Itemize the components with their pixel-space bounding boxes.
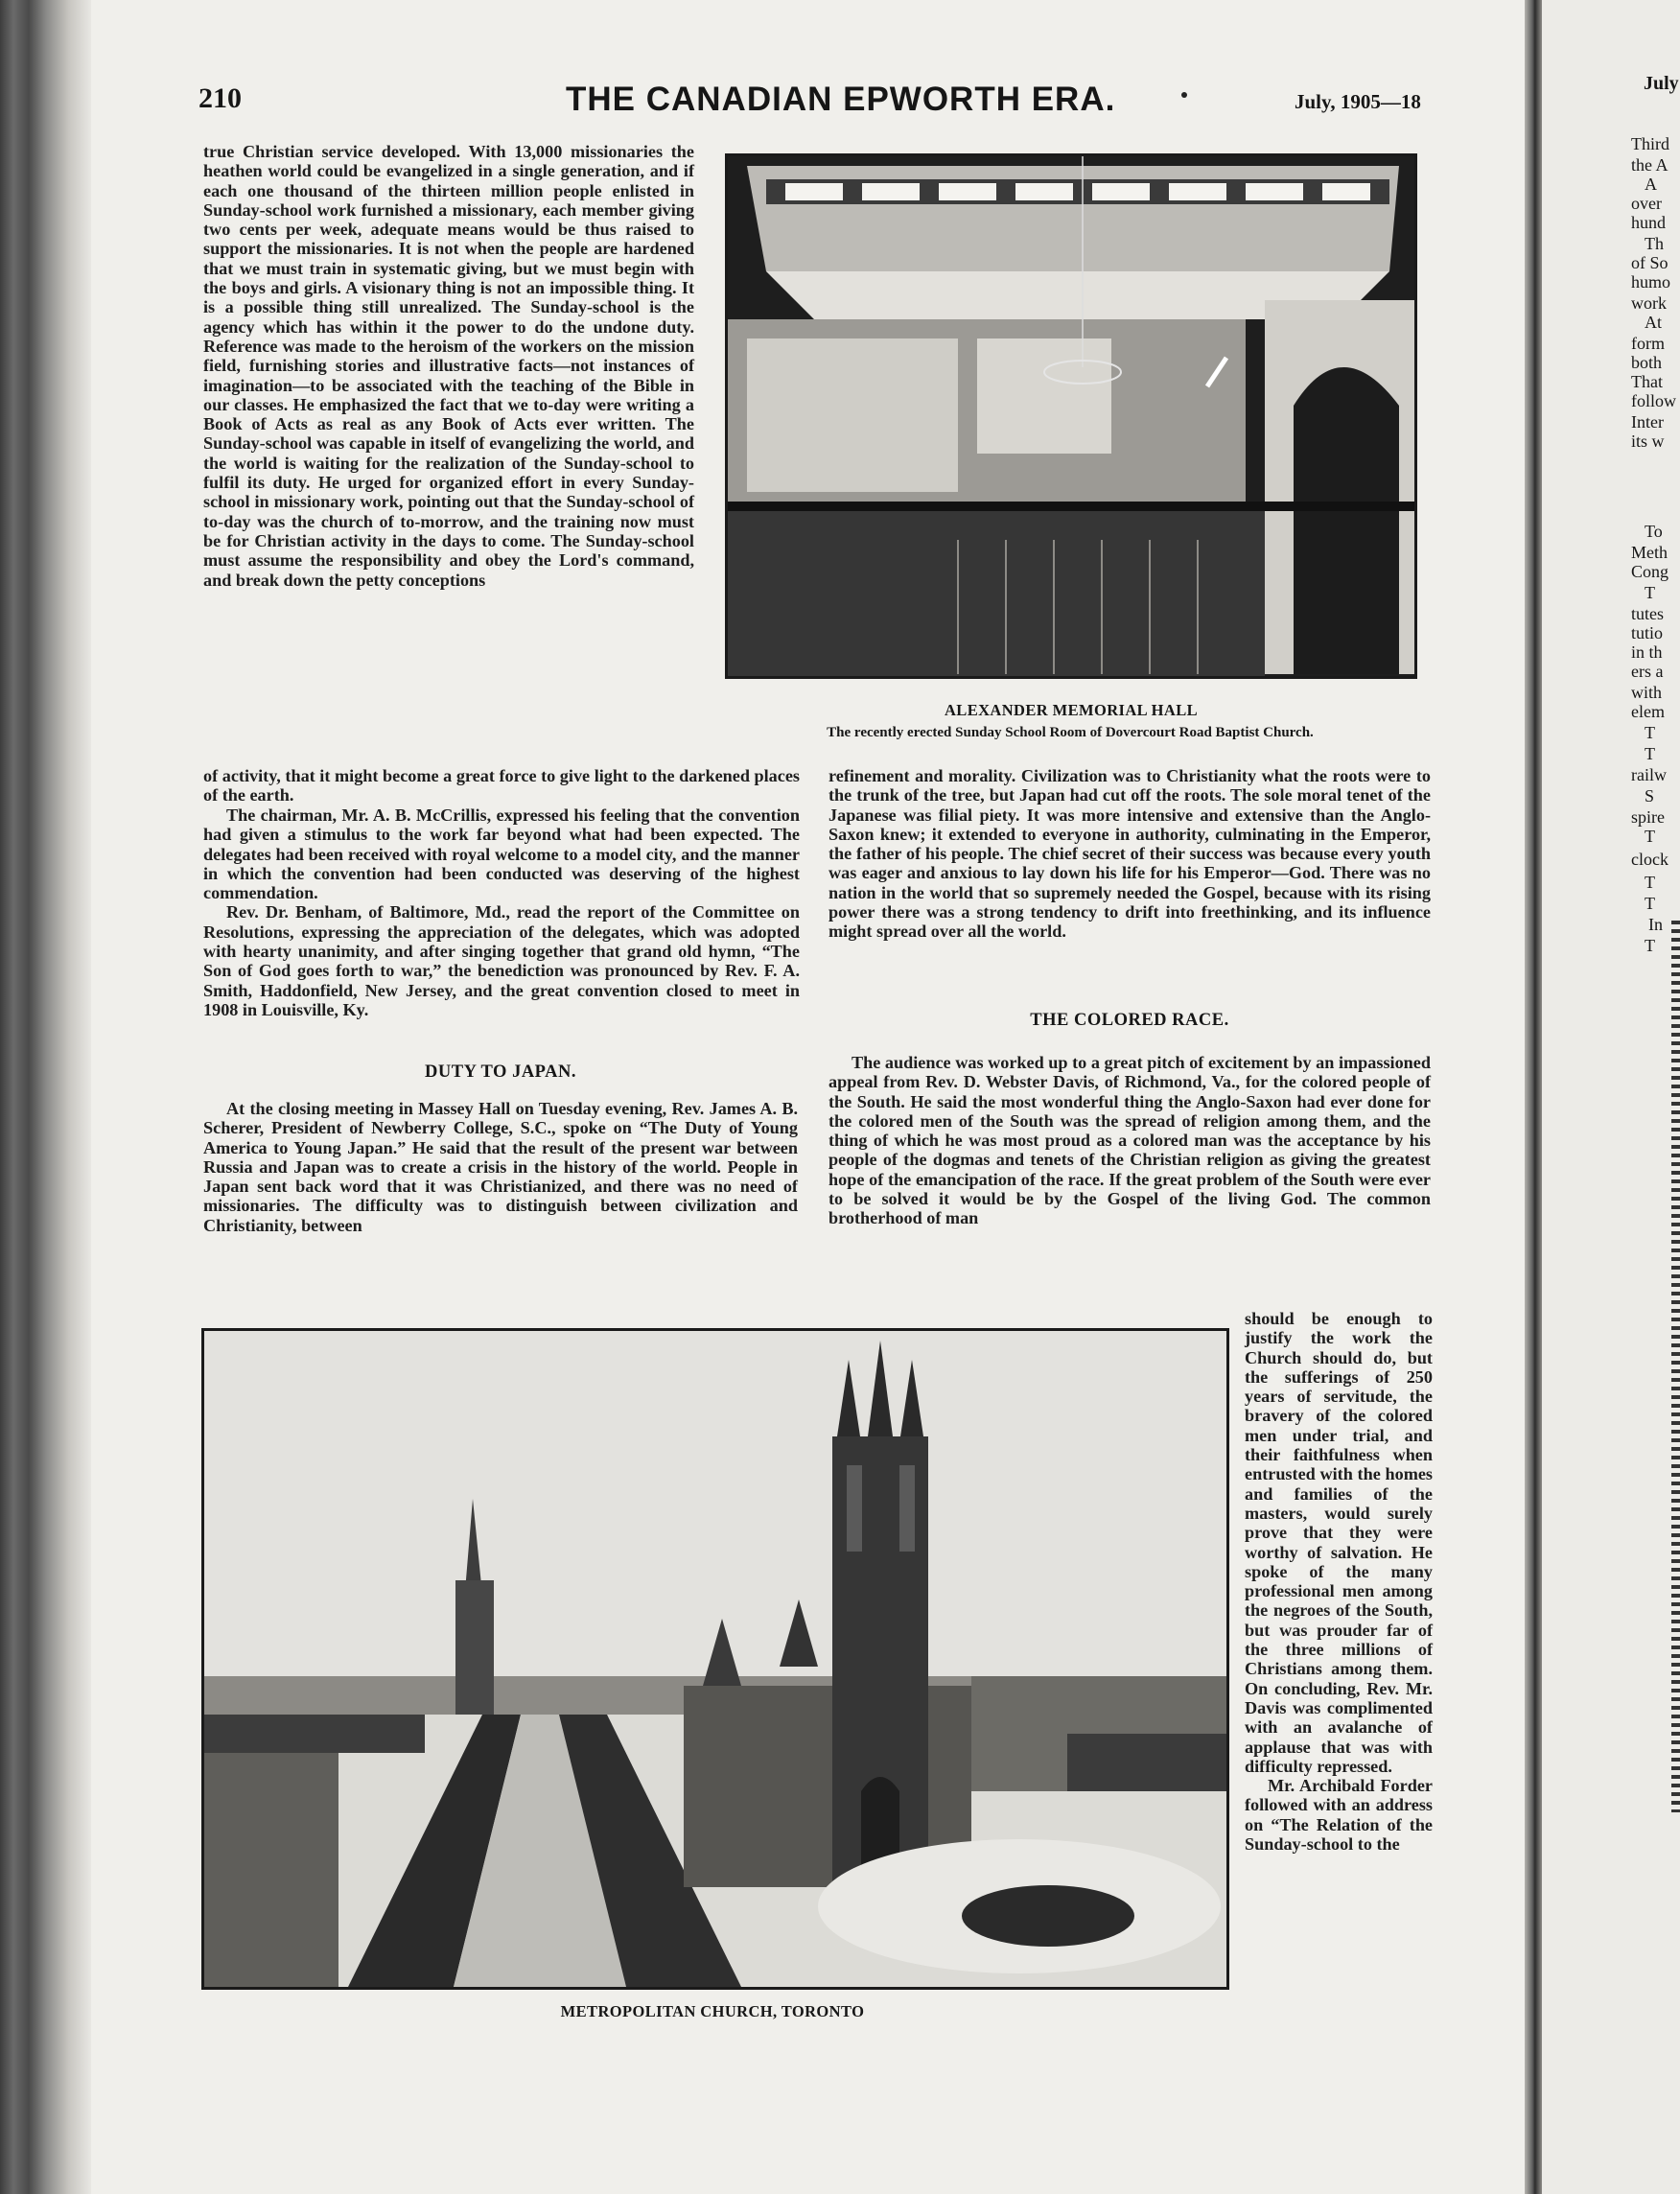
adjacent-text-fragment: T — [1645, 723, 1655, 742]
paragraph: Mr. Archibald Forder followed with an address on “The Relation of the Sunday-school to the — [1245, 1776, 1433, 1855]
decorative-border — [1671, 921, 1680, 1812]
duty-to-japan-body — [203, 1099, 798, 1235]
adjacent-text-fragment: That — [1631, 372, 1663, 391]
adjacent-text-fragment: T — [1645, 936, 1655, 955]
column-1-continued — [203, 805, 800, 1019]
paragraph: refinement and morality. Civilization was to Christianity what the roots were to the trunk of the tree, but Japan had cut off the roots. The sole moral tenet of the Japanese was filial piety. It was more intensive and extensive than the Anglo-Saxon knew; it extended to everyone in authority, culminating in the Emperor, the father of his people. The chief secret of their success was because every youth was eager and anxious to lay down his life for his Emperor—God. There was no nation in the world that so supremely needed the Gospel, because with its rising power there was a strong tendency to drift into freethinking, and its influence might spread over all the world. — [828, 766, 1431, 942]
adjacent-text-fragment: Th — [1645, 234, 1664, 253]
adjacent-text-fragment: T — [1645, 873, 1655, 892]
adjacent-text-fragment: To — [1645, 522, 1663, 541]
section-heading-colored-race: THE COLORED RACE. — [1030, 1011, 1229, 1030]
adjacent-text-fragment: railw — [1631, 765, 1667, 784]
figure-title-alexander-memorial-hall: ALEXANDER MEMORIAL HALL — [944, 701, 1199, 719]
adjacent-text-fragment: Cong — [1631, 562, 1669, 581]
issue-date: July, 1905—18 — [1295, 90, 1421, 113]
ornament-dot — [1181, 92, 1187, 98]
colored-race-body — [828, 1053, 1431, 1228]
adjacent-text-fragment: both — [1631, 353, 1663, 372]
adjacent-text-fragment: T — [1645, 827, 1655, 846]
figure-caption-metropolitan-church: METROPOLITAN CHURCH, TORONTO — [560, 2002, 865, 2020]
adjacent-text-fragment: Meth — [1631, 543, 1668, 562]
narrow-column — [1245, 1309, 1433, 1854]
adjacent-text-fragment: in th — [1631, 642, 1663, 662]
column-1-top — [203, 142, 694, 590]
church-street-illustration — [204, 1331, 1226, 1987]
adjacent-text-fragment: spire — [1631, 807, 1665, 827]
adjacent-text-fragment: Inter — [1631, 412, 1664, 432]
paragraph: Rev. Dr. Benham, of Baltimore, Md., read the report of the Committee on Resolutions, expressing the appreciation of the delegates, which was adopted with hearty unanimity, and after singing together that grand old hymn, “The Son of God goes forth to war,” the benediction was pronounced by Rev. F. A. Smith, Haddonfield, New Jersey, and the great convention closed to meet in 1908 in Louisville, Ky. — [203, 902, 800, 1019]
adjacent-text-fragment: S — [1645, 786, 1655, 805]
column-1-wide — [203, 766, 800, 805]
hall-interior-illustration — [728, 156, 1414, 676]
adjacent-page — [1542, 0, 1680, 2194]
adjacent-text-fragment: ers a — [1631, 662, 1664, 681]
adjacent-text-fragment: In — [1648, 915, 1663, 934]
adjacent-text-fragment: over — [1631, 194, 1662, 213]
figure-caption-alexander-memorial-hall: The recently erected Sunday School Room of Dovercourt Road Baptist Church. — [827, 725, 1314, 740]
adjacent-text-fragment: At — [1645, 313, 1662, 332]
adjacent-text-fragment: T — [1645, 744, 1655, 763]
adjacent-text-fragment: tutes — [1631, 604, 1664, 623]
section-heading-duty-to-japan: DUTY TO JAPAN. — [425, 1062, 576, 1082]
adjacent-text-fragment: follow — [1631, 391, 1676, 410]
adjacent-text-fragment: Third — [1631, 134, 1669, 153]
column-2-top — [828, 766, 1431, 942]
adjacent-text-fragment: of So — [1631, 253, 1668, 272]
adjacent-text-fragment: its w — [1631, 432, 1665, 451]
adjacent-text-fragment: the A — [1631, 155, 1668, 175]
paragraph: The chairman, Mr. A. B. McCrillis, expressed his feeling that the convention had given a stimulus to the work far beyond what had been expected. The delegates had been received with royal welcome to a model city, and the manner in which the convention had been conducted was deserving of the highest commendation. — [203, 805, 800, 903]
book-binding-edge — [0, 0, 91, 2194]
adjacent-text-fragment: tutio — [1631, 623, 1664, 642]
page-gutter — [1525, 0, 1542, 2194]
paragraph: should be enough to justify the work the Church should do, but the sufferings of 250 years of servitude, the bravery of the colored men under trial, and their faithfulness when entrusted with the homes and families of the masters, would surely prove that they were worthy of salvation. He spoke of the many professional men among the negroes of the South, but was prouder far of the three millions of Christians among them. On concluding, Rev. Mr. Davis was complimented with an avalanche of applause that was with difficulty repressed. — [1245, 1309, 1433, 1776]
adjacent-text-fragment: hund — [1631, 213, 1666, 232]
paragraph: At the closing meeting in Massey Hall on Tuesday evening, Rev. James A. B. Scherer, President of Newberry College, S.C., spoke on “The Duty of Young America to Young Japan.” He said that the result of the present war between Russia and Japan was to create a crisis in the history of the world. People in Japan sent back word that it was Christianized, and there was no need of missionaries. The difficulty was to distinguish between civilization and Christianity, between — [203, 1099, 798, 1235]
adjacent-text-fragment: clock — [1631, 850, 1668, 869]
adjacent-text-fragment: elem — [1631, 702, 1665, 721]
adjacent-text-fragment: T — [1645, 583, 1655, 602]
paragraph: true Christian service developed. With 13,000 missionaries the heathen world could be evangelized in a single generation, and if each one thousand of the thirteen million people enlisted in Sunday-school work furnished a missionary, each member giving two cents per week, adequate means would be thus raised to support the missionaries. It is not when the people are hardened that we must train in systematic giving, but we must begin with the boys and girls. A visionary thing is not an impossible thing. It is a possible thing still unrealized. The Sunday-school is the agency which has within it the power to do the undone duty. Reference was made to the heroism of the workers on the mission field, furnishing stories and illustrative facts—not instances of imagination—to be associated with the teaching of the Bible in our classes. He emphasized the fact that we to-day were writing a Book of Acts as real as any Book of Acts ever written. The Sunday-school was capable in itself of evangelizing the world, and the world is waiting for the realization of the Sunday-school to fulfil its duty. He urged for organized effort in every Sunday-school in missionary work, pointing out that the Sunday-school of to-day was the church of to-morrow, and the training now must be for Christian activity in the days to come. The Sunday-school must assume the responsibility and obey the Lord's command, and break down the petty conceptions — [203, 142, 694, 590]
adjacent-text-fragment: work — [1631, 293, 1667, 313]
adjacent-text-fragment: T — [1645, 894, 1655, 913]
adjacent-text-fragment: with — [1631, 683, 1663, 702]
adjacent-text-fragment: humo — [1631, 272, 1671, 292]
photo-alexander-memorial-hall — [725, 153, 1417, 679]
adjacent-text-fragment: form — [1631, 334, 1665, 353]
adjacent-page-header: July — [1644, 73, 1679, 94]
paragraph: The audience was worked up to a great pitch of excitement by an impassioned appeal from Rev. D. Webster Davis, of Richmond, Va., for the colored people of the South. He said the most wonderful thing the Anglo-Saxon had ever done for the colored men of the South was the spread of religion among them, and the thing of which he was most proud as a colored man was the acceptance by his people of the dogmas and tenets of the Christian religion as giving the greatest hope of the emancipation of the race. If the great problem of the South were ever to be solved it would be by the Gospel of the living God. The common brotherhood of man — [828, 1053, 1431, 1228]
paragraph: of activity, that it might become a great force to give light to the darkened places of the earth. — [203, 766, 800, 805]
journal-title: THE CANADIAN EPWORTH ERA. — [566, 81, 1116, 118]
photo-metropolitan-church — [201, 1328, 1229, 1990]
page-number: 210 — [198, 82, 242, 114]
adjacent-text-fragment: A — [1645, 175, 1657, 194]
